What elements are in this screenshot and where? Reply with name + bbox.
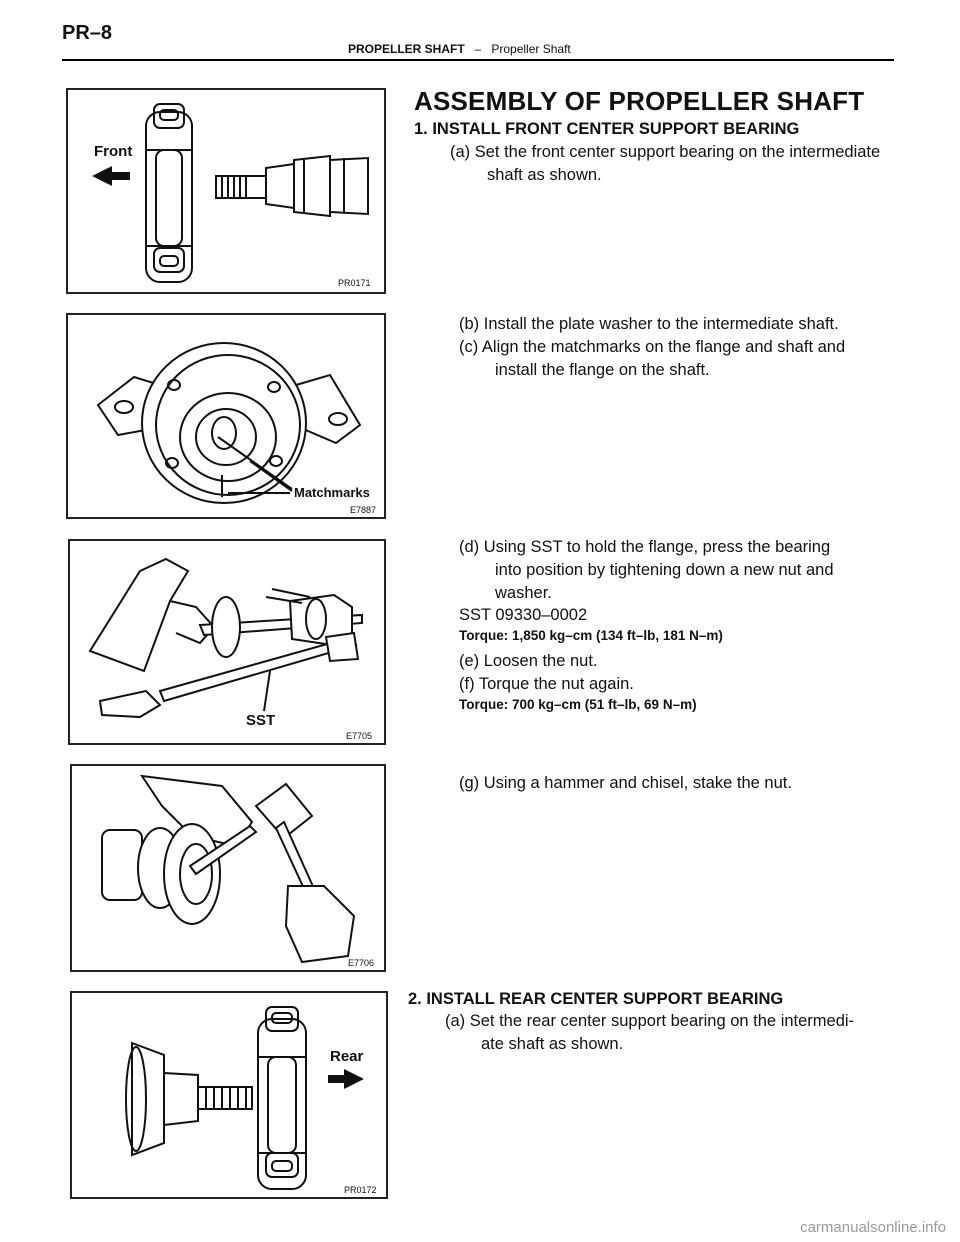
watermark: carmanualsonline.info: [800, 1219, 946, 1236]
matchmarks-illustration: [68, 315, 384, 517]
step1-b: (b) Install the plate washer to the intermediate shaft.: [459, 315, 839, 333]
step1-c-line1: (c) Align the matchmarks on the flange and shaft and: [459, 338, 846, 356]
step1-sst: SST 09330–0002: [459, 606, 588, 624]
front-bearing-illustration: [68, 90, 384, 292]
figure-matchmarks: [66, 313, 386, 519]
step2-a-line2: ate shaft as shown.: [481, 1035, 624, 1053]
figure-hammer-chisel: [70, 764, 386, 972]
matchmarks-label: Matchmarks: [294, 485, 370, 500]
sst-label: SST: [246, 712, 276, 729]
step1-g: (g) Using a hammer and chisel, stake the nut.: [459, 774, 792, 792]
front-label: Front: [94, 143, 133, 160]
sst-torque-illustration: [70, 541, 384, 743]
figure-code: E7887: [350, 505, 377, 515]
step1-d-line3: washer.: [495, 584, 552, 602]
subsection-title: Propeller Shaft: [491, 42, 571, 56]
figure-rear-bearing: [70, 991, 388, 1199]
step1-c-line2: install the flange on the shaft.: [495, 361, 710, 379]
step2-a-line1: (a) Set the rear center support bearing on the intermedi-: [445, 1012, 855, 1030]
figure-code: PR0171: [338, 278, 371, 288]
step1-d-line1: (d) Using SST to hold the flange, press the bearing: [459, 538, 831, 556]
step1-heading: 1. INSTALL FRONT CENTER SUPPORT BEARING: [414, 120, 800, 138]
step1-f: (f) Torque the nut again.: [459, 675, 634, 693]
header-rule: [62, 59, 894, 61]
running-header: [348, 42, 571, 56]
figure-code: E7706: [348, 958, 375, 968]
figure-sst-torque: [68, 539, 386, 745]
step1-a-line1: (a) Set the front center support bearing on the intermediate: [450, 143, 881, 161]
step1-e: (e) Loosen the nut.: [459, 652, 598, 670]
page-title: ASSEMBLY OF PROPELLER SHAFT: [414, 86, 865, 116]
rear-arrow-icon: [328, 1069, 364, 1089]
step1-d-line2: into position by tightening down a new nut and: [495, 561, 834, 579]
figure-front-bearing: [66, 88, 386, 294]
figure-code: PR0172: [344, 1185, 377, 1195]
figure-code: E7705: [346, 731, 373, 741]
step2-heading: 2. INSTALL REAR CENTER SUPPORT BEARING: [408, 990, 784, 1008]
rear-label: Rear: [330, 1048, 364, 1065]
step1-torque2: Torque: 700 kg–cm (51 ft–lb, 69 N–m): [459, 697, 697, 712]
step1-a-line2: shaft as shown.: [487, 166, 602, 184]
section-title: PROPELLER SHAFT: [348, 42, 465, 56]
hammer-chisel-illustration: [72, 766, 384, 970]
header-separator: –: [474, 42, 482, 56]
rear-bearing-illustration: [72, 993, 386, 1197]
front-arrow-icon: [92, 166, 130, 186]
page-number: PR–8: [62, 22, 113, 44]
step1-torque1: Torque: 1,850 kg–cm (134 ft–lb, 181 N–m): [459, 628, 723, 643]
